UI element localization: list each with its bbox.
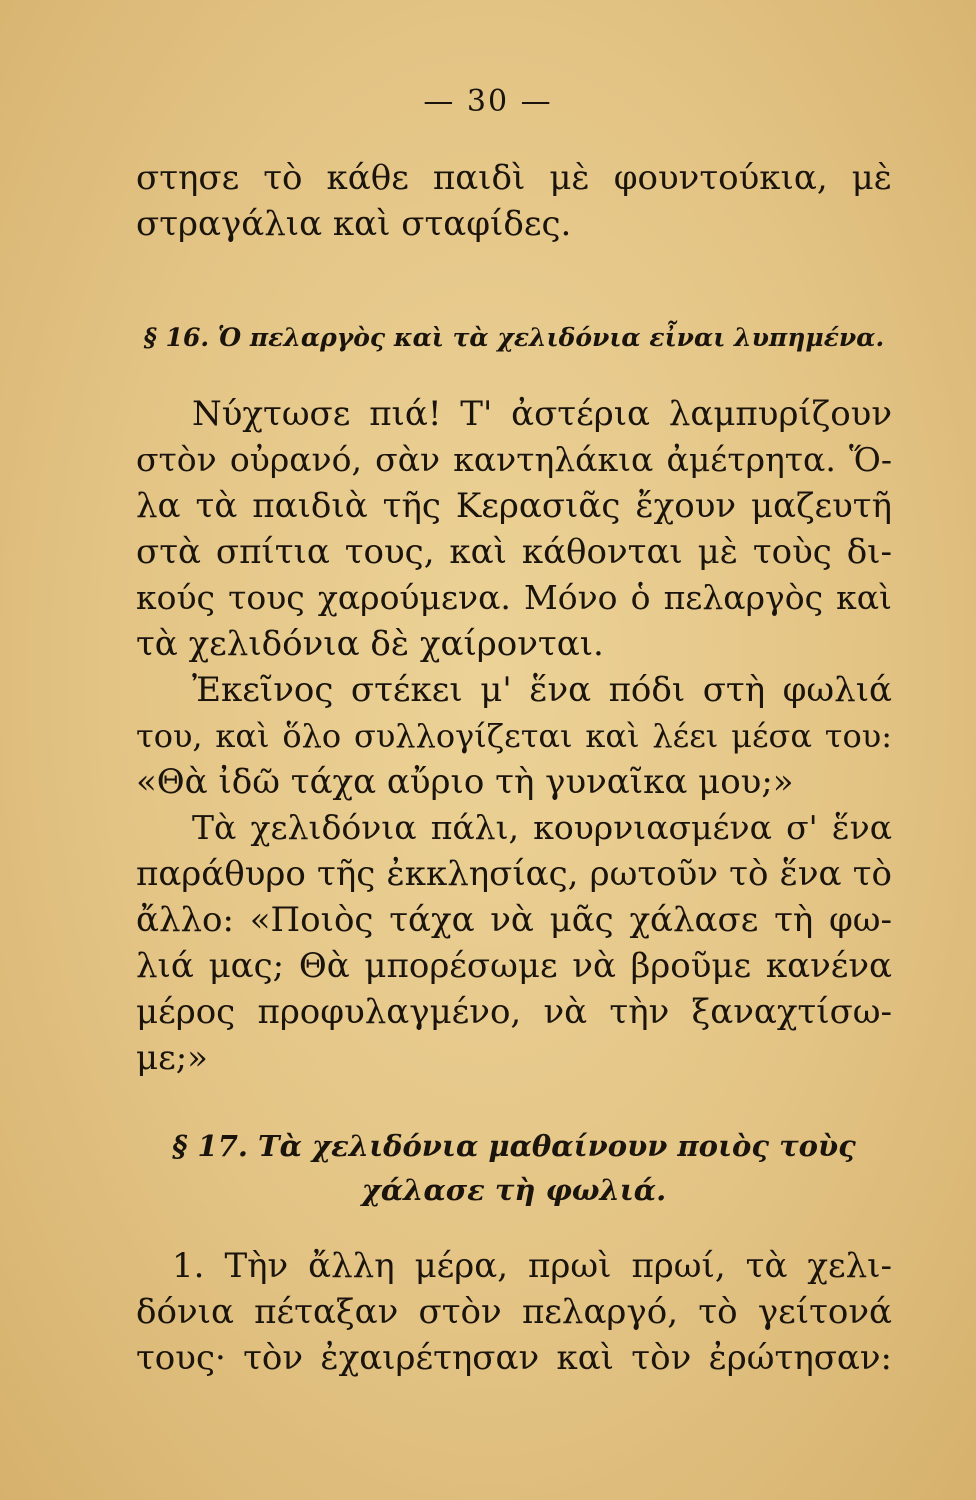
- text-line: στραγάλια καὶ σταφίδες.: [136, 204, 572, 244]
- section-16-heading: § 16. Ὁ πελαργὸς καὶ τὰ χελιδόνια εἶναι λυπημένα.: [143, 323, 885, 352]
- text-line: δόνια πέταξαν στὸν πελαργό, τὸ γείτονά: [136, 1292, 892, 1332]
- text-line: λιά μας; Θὰ μπορέσωμε νὰ βροῦμε κανένα: [136, 946, 892, 986]
- text-line: 1. Τὴν ἄλλη μέρα, πρωὶ πρωί, τὰ χελι-: [172, 1246, 892, 1286]
- section-17-heading-line-1: § 17. Τὰ χελιδόνια μαθαίνουν ποιὸς τοὺς: [172, 1129, 856, 1163]
- text-line: λα τὰ παιδιὰ τῆς Κερασιᾶς ἔχουν μαζευτῆ: [136, 486, 892, 526]
- text-line: τὰ χελιδόνια δὲ χαίρονται.: [136, 624, 604, 664]
- section-17-heading-line-2: χάλασε τὴ φωλιά.: [361, 1173, 667, 1207]
- section-16-body: [136, 394, 892, 1084]
- text-line: Ἐκεῖνος στέκει μ' ἕνα πόδι στὴ φωλιά: [192, 670, 892, 710]
- text-line: στὰ σπίτια τους, καὶ κάθονται μὲ τοὺς δι-: [136, 532, 892, 572]
- text-line: ἄλλο: «Ποιὸς τάχα νὰ μᾶς χάλασε τὴ φω-: [136, 900, 892, 940]
- text-line: Τὰ χελιδόνια πάλι, κουρνιασμένα σ' ἕνα: [192, 808, 892, 847]
- text-line: τους· τὸν ἐχαιρέτησαν καὶ τὸν ἐρώτησαν:: [136, 1338, 892, 1378]
- text-line: του, καὶ ὅλο συλλογίζεται καὶ λέει μέσα του:: [136, 717, 892, 755]
- text-line: «Θὰ ἰδῶ τάχα αὔριο τὴ γυναῖκα μου;»: [136, 762, 794, 802]
- text-line: στησε τὸ κάθε παιδὶ μὲ φουντούκια, μὲ: [136, 158, 892, 198]
- text-line: στὸν οὐρανό, σὰν καντηλάκια ἀμέτρητα. Ὅ-: [136, 440, 892, 479]
- text-line: παράθυρο τῆς ἐκκλησίας, ρωτοῦν τὸ ἕνα τὸ: [136, 854, 892, 894]
- text-line: μέρος προφυλαγμένο, νὰ τὴν ξαναχτίσω-: [136, 992, 892, 1032]
- continuation-paragraph: [136, 158, 892, 250]
- page-number: — 30 —: [423, 84, 553, 119]
- text-line: κούς τους χαρούμενα. Μόνο ὁ πελαργὸς καὶ: [136, 578, 892, 617]
- text-line: Νύχτωσε πιά! Τ' ἀστέρια λαμπυρίζουν: [192, 394, 892, 434]
- text-line: με;»: [136, 1038, 208, 1078]
- section-17-body: [136, 1246, 892, 1384]
